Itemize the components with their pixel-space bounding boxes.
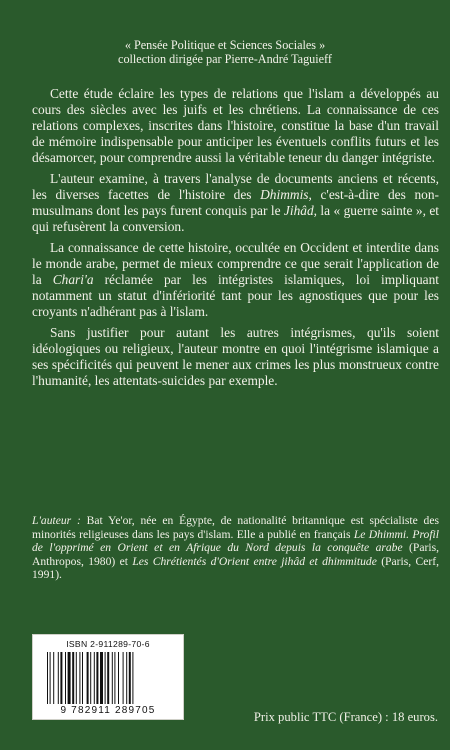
series-editor: collection dirigée par Pierre-André Taguieff [118, 52, 332, 66]
series-title: « Pensée Politique et Sciences Sociales » [124, 38, 326, 52]
blurb-paragraph-3: La connaissance de cette histoire, occultée en Occident et interdite dans le monde arabe, permet de mieux comprendre ce que serait l'application de la Chari'a réclamée par les intégristes islamiques, loi impliquant notamment un statut d'infériorité tant pour les agnostiques que pour les croyants n'adhérant pas à l'islam. [32, 240, 439, 319]
ean-number: 9 782911 289705 [60, 705, 156, 716]
author-label: L'auteur : [32, 514, 81, 527]
blurb [32, 86, 439, 394]
series-header [0, 38, 450, 66]
blurb-paragraph-1: Cette étude éclaire les types de relations que l'islam a développés au cours des siècles avec les juifs et les chrétiens. La connaissance de ces relations complexes, inscrites dans l'histoire, constitue la base d'un travail de mémoire indispensable pour anticiper les éventuels conflits futurs et les désamorcer, pour comprendre aussi la véritable teneur du danger intégriste. [32, 86, 439, 165]
author-bio: L'auteur : Bat Ye'or, née en Égypte, de nationalité britannique est spécialiste des minorités religieuses dans les pays d'islam. Elle a publié en français Le Dhimmi. Profil de l'opprimé en Orient et en Afrique du Nord depuis la conquête arabe (Paris, Anthropos, 1980) et Les Chrétientés d'Orient entre jihâd et dhimmitude (Paris, Cerf, 1991). [32, 514, 439, 582]
price: Prix public TTC (France) : 18 euros. [253, 710, 438, 724]
barcode-bars [45, 652, 175, 704]
isbn-number: ISBN 2-911289-70-6 [66, 639, 150, 649]
book-title-2: Les Chrétientés d'Orient entre jihâd et dhimmitude [132, 554, 377, 568]
book-title-1: Le Dhimmi. Profil de l'opprimé en Orient et en Afrique du Nord depuis la conquête arabe [32, 527, 439, 555]
barcode-label [32, 634, 184, 720]
blurb-paragraph-2: L'auteur examine, à travers l'analyse de documents anciens et récents, les diverses facettes de l'histoire des Dhimmis, c'est-à-dire des non-musulmans dont les pays furent conquis par le Jihâd, la « guerre sainte », et qui refusèrent la conversion. [32, 171, 440, 234]
blurb-paragraph-4: Sans justifier pour autant les autres intégrismes, qu'ils soient idéologiques ou religieux, l'auteur montre en quoi l'intégrisme islamique a ses spécificités qui peuvent le mener aux crimes les plus monstrueux contre l'humanité, les attentats-suicides par exemple. [32, 325, 439, 388]
